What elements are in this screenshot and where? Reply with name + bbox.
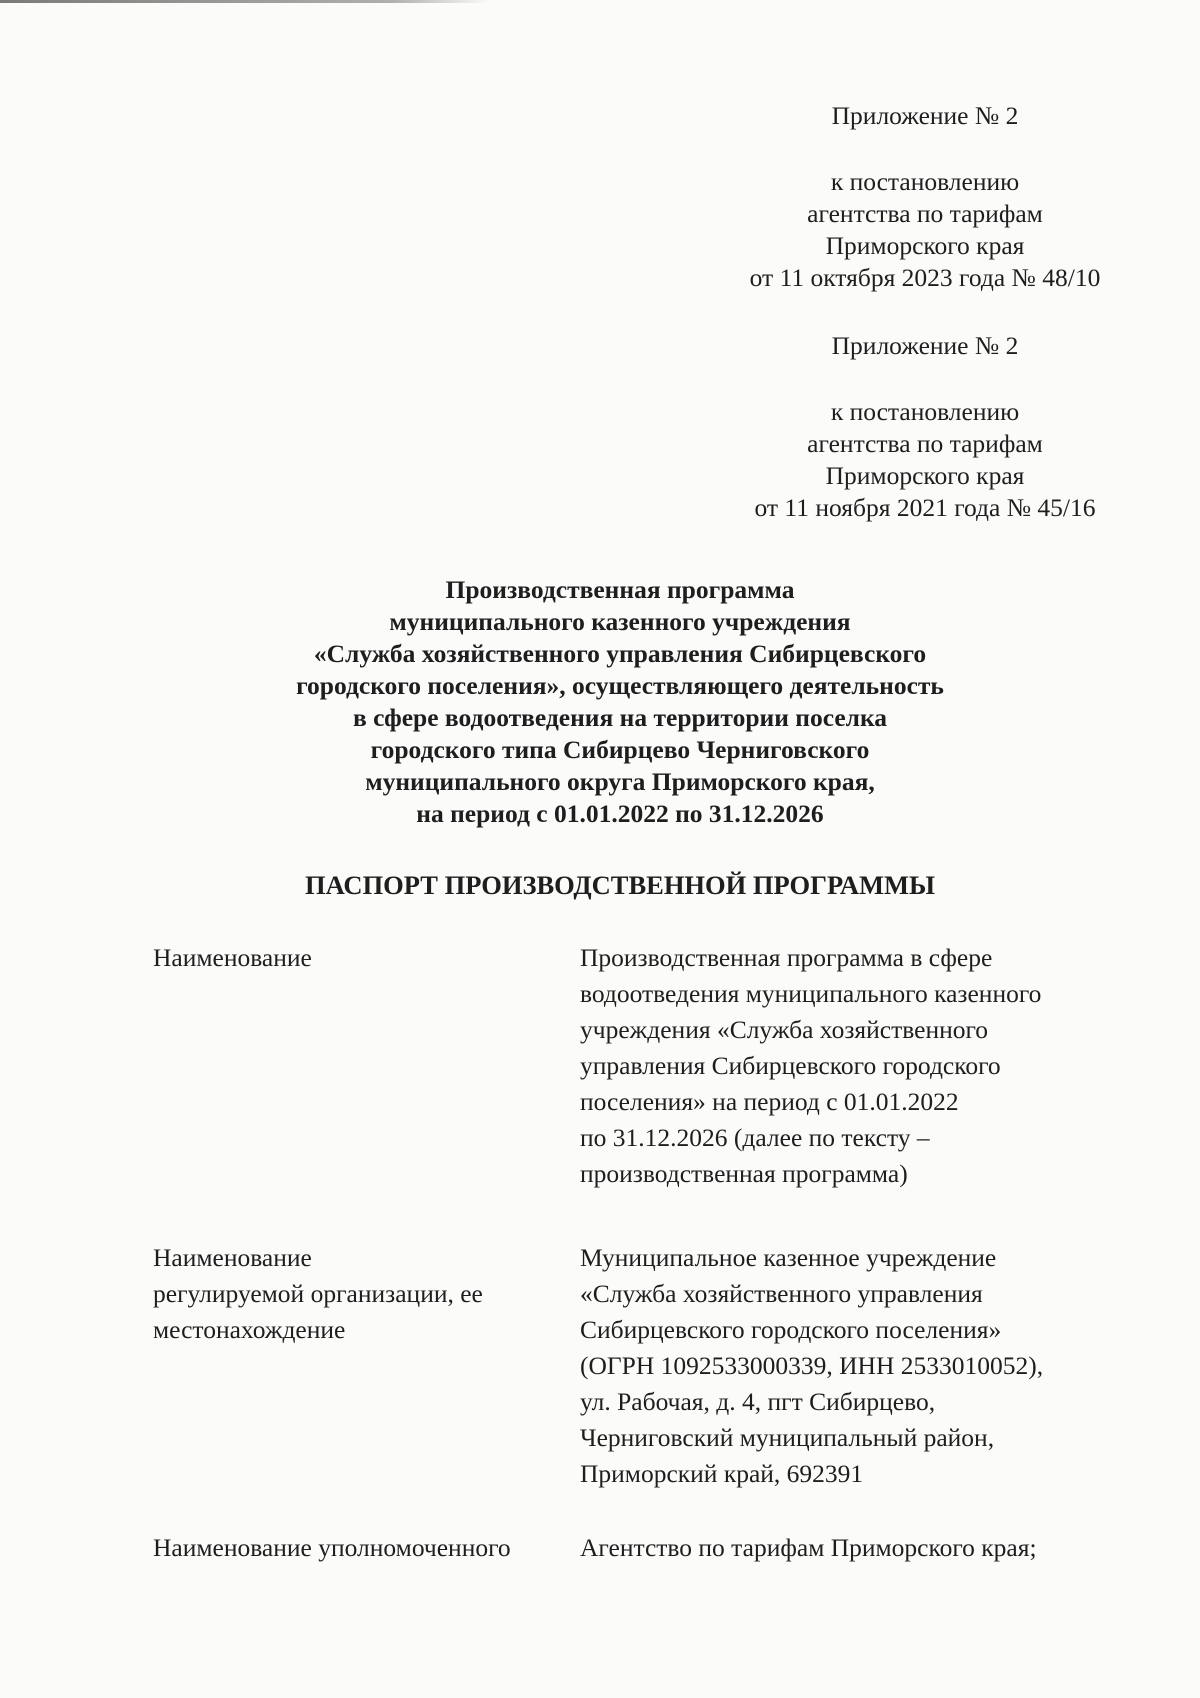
label-line: регулируемой организации, ее <box>153 1279 483 1308</box>
program-title-line: «Служба хозяйственного управления Сибирцевского <box>313 639 927 668</box>
program-title-line: городского типа Сибирцево Черниговского <box>370 735 870 764</box>
label-line: местонахождение <box>153 1315 346 1344</box>
program-title <box>150 574 1090 830</box>
value-line: Агентство по тарифам Приморского края; <box>580 1533 1037 1562</box>
stamp-line: Приморского края <box>825 461 1025 490</box>
appendix-title: Приложение № 2 <box>831 101 1019 130</box>
stamp-line: к постановлению <box>830 167 1020 196</box>
value-line: Сибирцевского городского поселения» <box>580 1315 1002 1344</box>
appendix-stamp-current <box>695 100 1155 294</box>
value-line: «Служба хозяйственного управления <box>580 1279 983 1308</box>
passport-label <box>153 1530 573 1566</box>
passport-value <box>580 1240 1140 1492</box>
label-line: Наименование <box>153 1243 312 1272</box>
passport-heading: ПАСПОРТ ПРОИЗВОДСТВЕННОЙ ПРОГРАММЫ <box>305 870 935 900</box>
value-line: поселения» на период с 01.01.2022 <box>580 1087 959 1116</box>
value-line: (ОГРН 1092533000339, ИНН 2533010052), <box>580 1351 1044 1380</box>
program-title-line: муниципального казенного учреждения <box>389 607 851 636</box>
stamp-line: агентства по тарифам <box>807 429 1043 458</box>
value-line: учреждения «Служба хозяйственного <box>580 1015 989 1044</box>
stamp-line: к постановлению <box>830 397 1020 426</box>
value-line: по 31.12.2026 (далее по тексту – <box>580 1123 930 1152</box>
program-title-line: в сфере водоотведения на территории поселка <box>352 703 888 732</box>
stamp-date-line: от 11 ноября 2021 года № 45/16 <box>754 493 1096 522</box>
appendix-title: Приложение № 2 <box>831 331 1019 360</box>
label-line: Наименование уполномоченного <box>153 1533 511 1562</box>
value-line: производственная программа) <box>580 1159 908 1188</box>
value-line: Муниципальное казенное учреждение <box>580 1243 997 1272</box>
value-line: ул. Рабочая, д. 4, пгт Сибирцево, <box>580 1387 936 1416</box>
passport-value <box>580 940 1140 1192</box>
program-title-line: на период с 01.01.2022 по 31.12.2026 <box>416 799 824 828</box>
value-line: Приморский край, 692391 <box>580 1459 864 1488</box>
label-line: Наименование <box>153 943 312 972</box>
value-line: Производственная программа в сфере <box>580 943 993 972</box>
passport-value <box>580 1530 1140 1566</box>
stamp-line: Приморского края <box>825 231 1025 260</box>
value-line: управления Сибирцевского городского <box>580 1051 1001 1080</box>
scan-edge-shadow <box>0 0 490 3</box>
stamp-date-line: от 11 октября 2023 года № 48/10 <box>749 263 1101 292</box>
passport-label <box>153 940 573 976</box>
appendix-stamp-original <box>695 330 1155 524</box>
passport-label <box>153 1240 573 1348</box>
value-line: Черниговский муниципальный район, <box>580 1423 995 1452</box>
stamp-line: агентства по тарифам <box>807 199 1043 228</box>
program-title-line: Производственная программа <box>445 575 795 604</box>
value-line: водоотведения муниципального казенного <box>580 979 1042 1008</box>
program-title-line: городского поселения», осуществляющего деятельность <box>296 671 944 700</box>
program-title-line: муниципального округа Приморского края, <box>365 767 875 796</box>
